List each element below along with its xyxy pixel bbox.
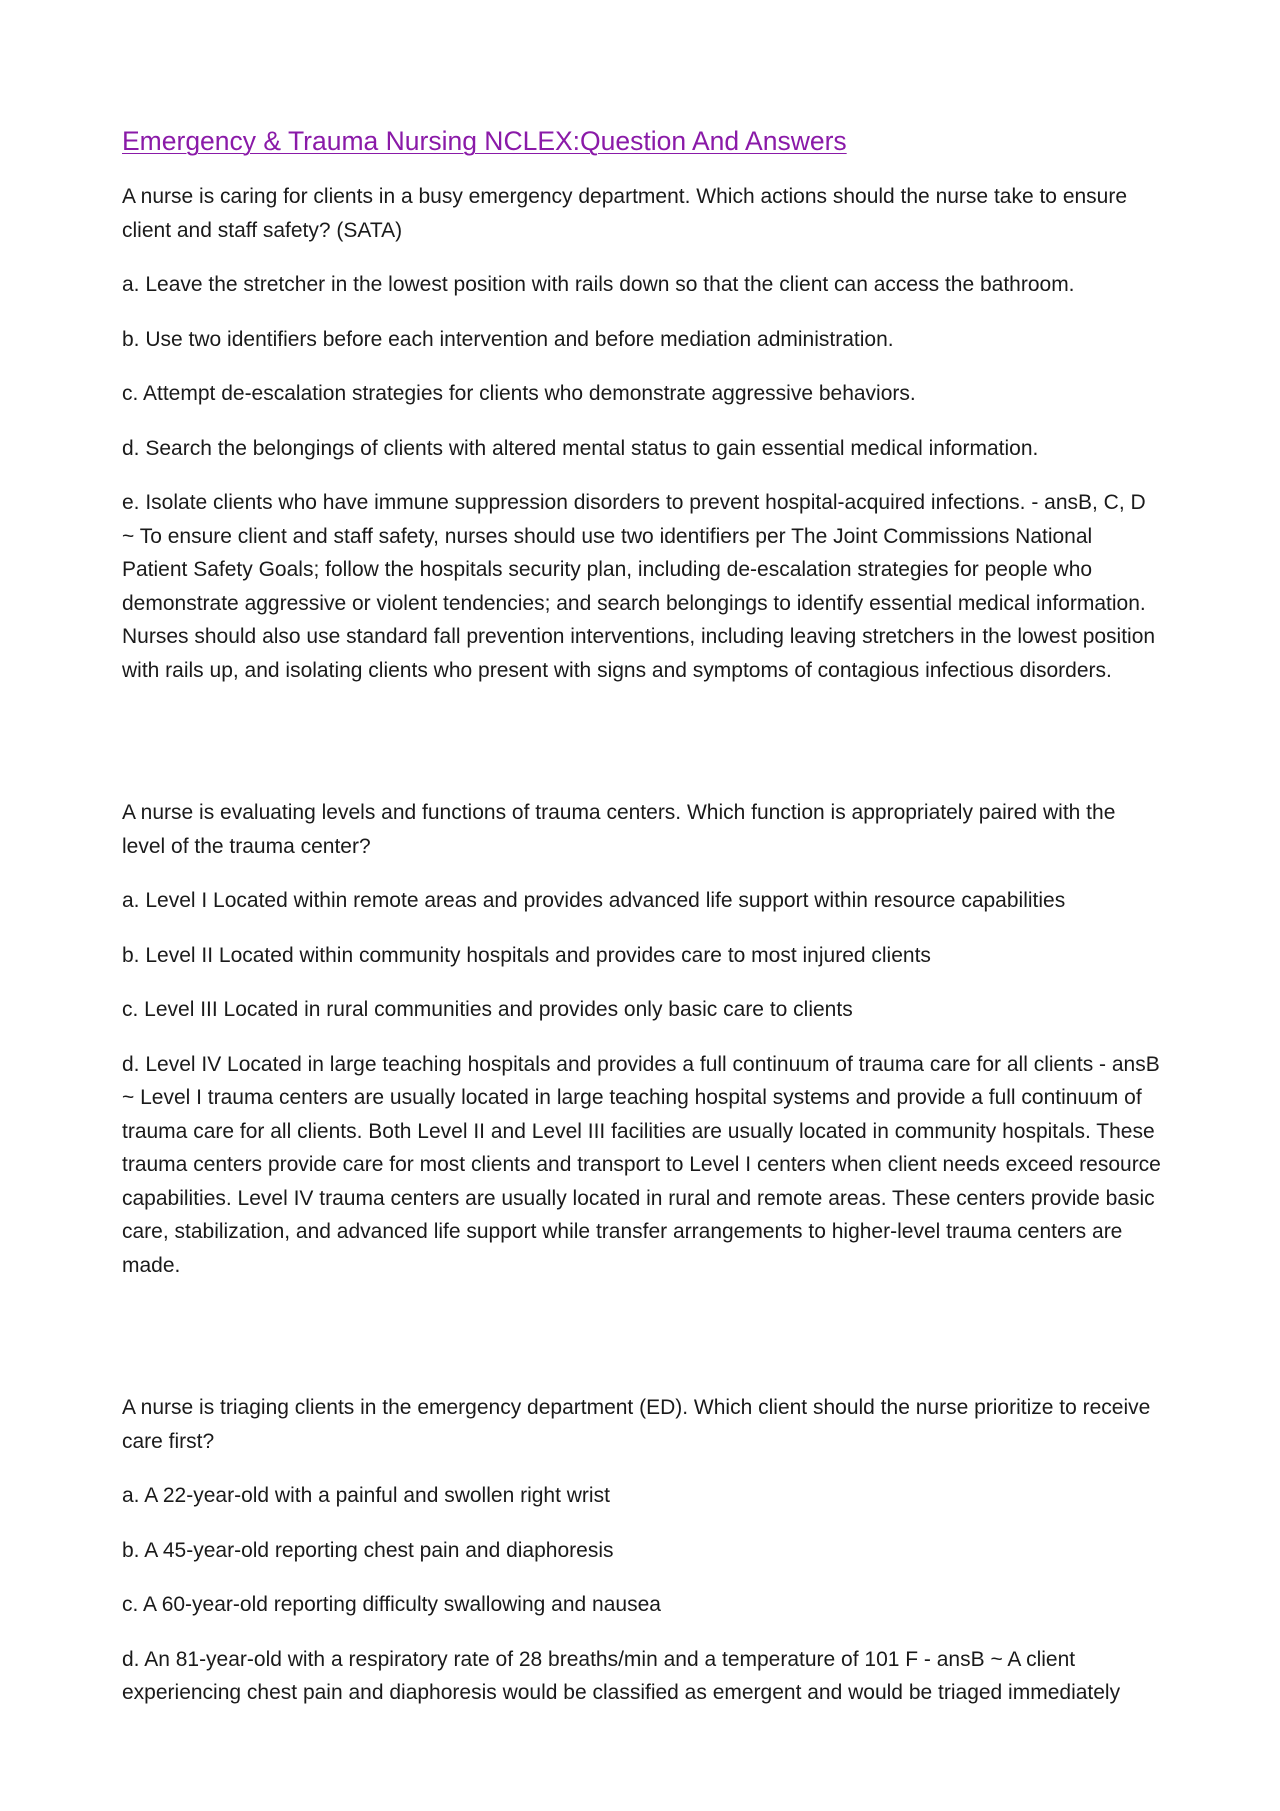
answer-option: c. Attempt de-escalation strategies for clients who demonstrate aggressive behaviors. [122, 382, 916, 405]
answer-option: b. Use two identifiers before each intervention and before mediation administration. [122, 327, 894, 351]
question-separator [122, 708, 1162, 796]
question-prompt: A nurse is caring for clients in a busy emergency department. Which actions should the nurse take to ensure client and staff safety? (SATA) [122, 185, 1128, 242]
answer-option-with-rationale: d. Level IV Located in large teaching hospitals and provides a full continuum of trauma care for all clients - ansB ~ Level I trauma centers are usually located in large teaching hospital systems and provide a full continuum of trauma care for all clients. Both Level II and Level III facilities are usually located in community hospitals. These trauma centers provide care for most clients and transport to Level I centers when client needs exceed resource capabilities. Level IV trauma centers are usually located in rural and remote areas. These centers provide basic care, stabilization, and advanced life support while transfer arrangements to higher-level trauma centers are made. [122, 1052, 1161, 1277]
question-prompt: A nurse is triaging clients in the emergency department (ED). Which client should the nurse prioritize to receive care first? [122, 1396, 1151, 1453]
answer-option: a. Leave the stretcher in the lowest position with rails down so that the client can access the bathroom. [122, 273, 1075, 296]
answer-option: d. Search the belongings of clients with altered mental status to gain essential medical information. [122, 436, 1039, 460]
answer-option-with-rationale: e. Isolate clients who have immune suppression disorders to prevent hospital-acquired infections. - ansB, C, D ~ To ensure client and staff safety, nurses should use two identifiers per The Joint Commissions National Patient Safety Goals; follow the hospitals security plan, including de-escalation strategies for people who demonstrate aggressive or violent tendencies; and search belongings to identify essential medical information. Nurses should also use standard fall prevention interventions, including leaving stretchers in the lowest position with rails up, and isolating clients who present with signs and symptoms of contagious infectious disorders. [122, 491, 1156, 682]
question-separator [122, 1303, 1162, 1391]
answer-option-with-rationale: d. An 81-year-old with a respiratory rate of 28 breaths/min and a temperature of 101 F - ansB ~ A client experiencing chest pain and diaphoresis would be classified as emergent and would be triaged immediately [122, 1647, 1121, 1704]
answer-option: c. A 60-year-old reporting difficulty swallowing and nausea [122, 1593, 661, 1616]
answer-option: b. A 45-year-old reporting chest pain and diaphoresis [122, 1538, 614, 1562]
answer-option: a. Level I Located within remote areas and provides advanced life support within resource capabilities [122, 889, 1066, 912]
answer-option: b. Level II Located within community hospitals and provides care to most injured clients [122, 943, 931, 967]
question-2 [122, 796, 1162, 1282]
document-body [122, 118, 1162, 1731]
question-prompt: A nurse is evaluating levels and functions of trauma centers. Which function is appropriately paired with the level of the trauma center? [122, 801, 1116, 858]
answer-option: c. Level III Located in rural communities and provides only basic care to clients [122, 998, 853, 1021]
question-1 [122, 180, 1162, 687]
document-title[interactable]: Emergency & Trauma Nursing NCLEX:Question And Answers [122, 126, 847, 156]
question-3 [122, 1391, 1162, 1710]
answer-option: a. A 22-year-old with a painful and swollen right wrist [122, 1484, 610, 1507]
